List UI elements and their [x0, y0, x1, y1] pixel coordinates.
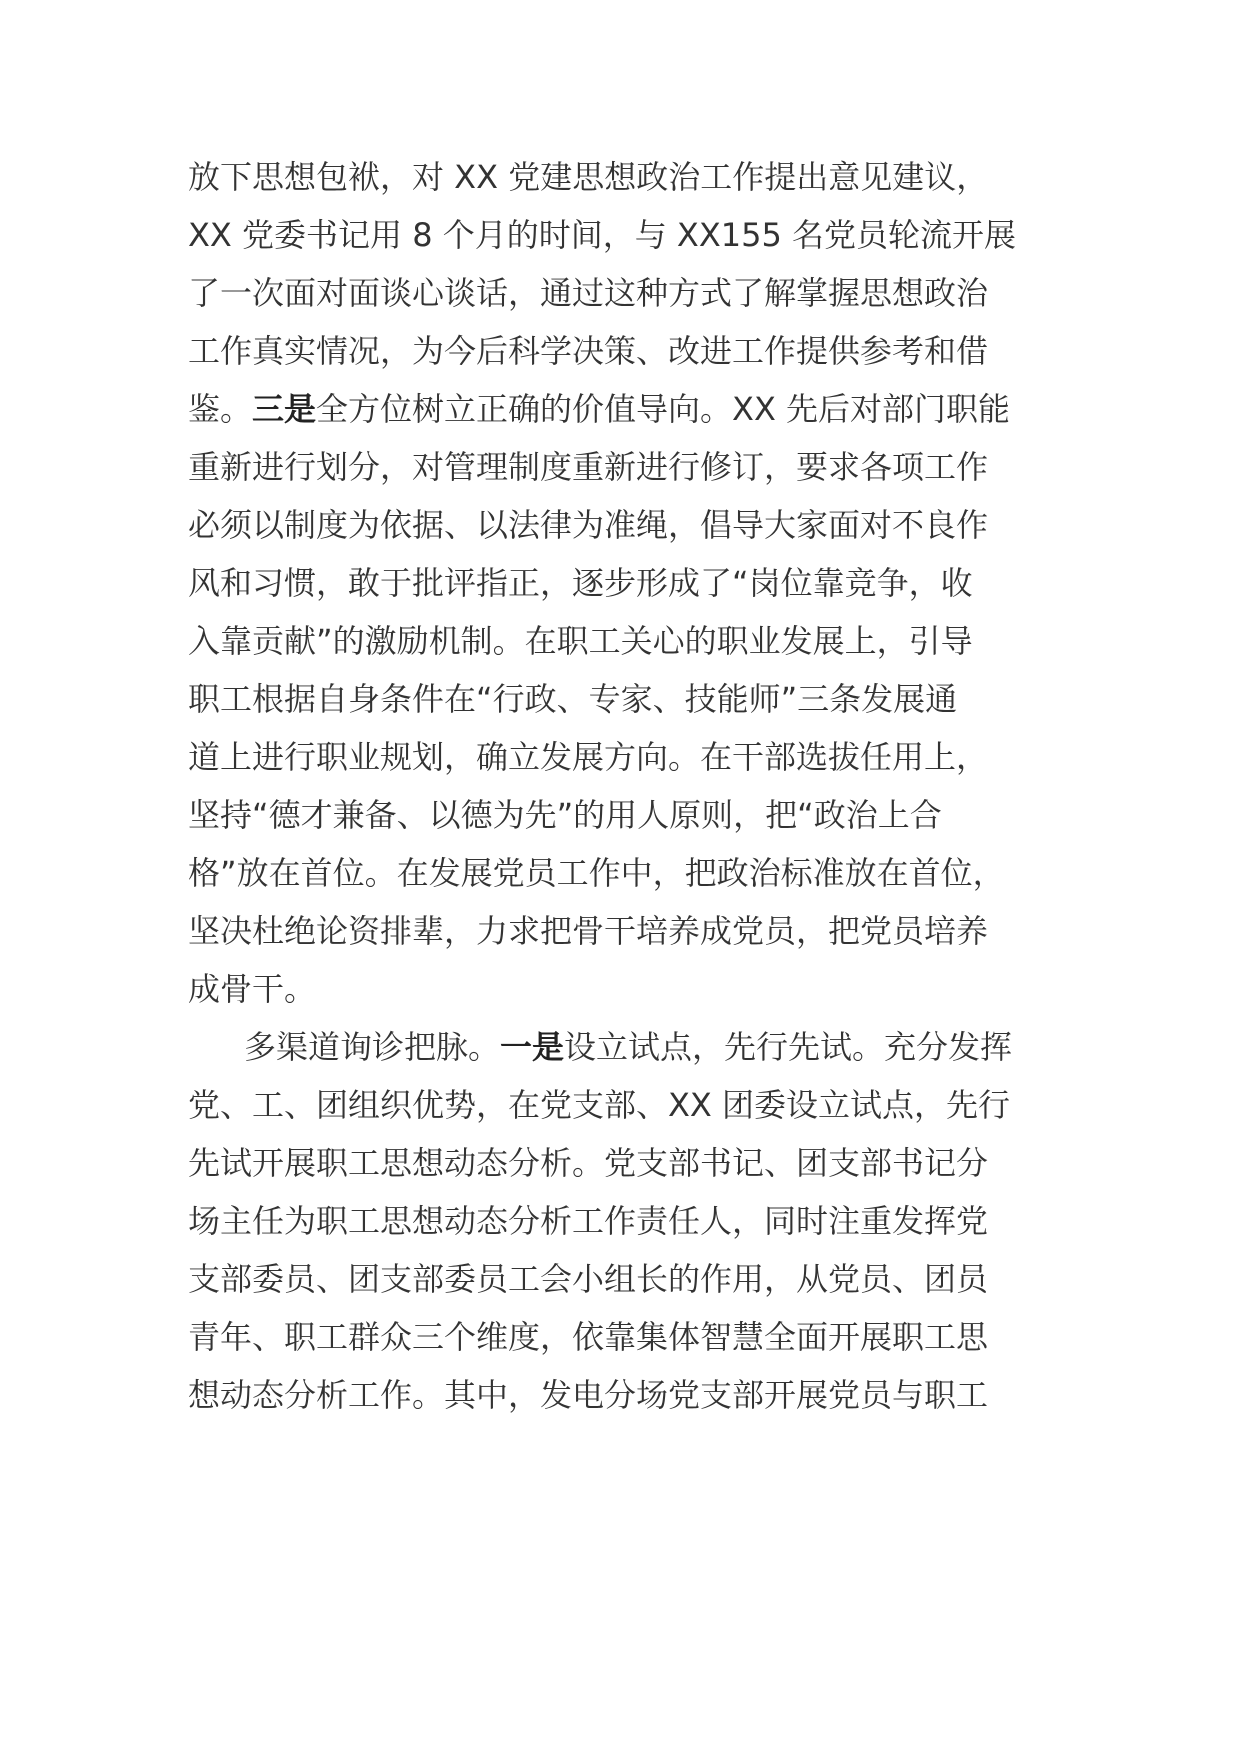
text-line — [244, 1027, 1012, 1067]
text-line — [188, 273, 988, 313]
text-segment: 工作真实情况，为今后科学决策、改进工作提供参考和借 — [188, 332, 989, 370]
text-line — [188, 505, 988, 545]
text-segment: 支部委员、团支部委员工会小组长的作用，从党员、团员 — [188, 1260, 989, 1298]
text-line — [188, 969, 316, 1009]
text-line — [188, 215, 1016, 255]
text-line — [188, 1259, 988, 1299]
text-line — [188, 1201, 988, 1241]
text-line — [188, 679, 957, 719]
text-segment: 设立试点，先行先试。充分发挥 — [564, 1028, 1013, 1066]
text-line — [188, 1085, 1010, 1125]
text-line — [188, 795, 942, 835]
text-line — [188, 389, 1010, 429]
text-segment: 青年、职工群众三个维度，依靠集体智慧全面开展职工思 — [188, 1318, 989, 1356]
text-segment: 场主任为职工思想动态分析工作责任人，同时注重发挥党 — [188, 1202, 989, 1240]
text-line — [188, 1317, 988, 1357]
text-line — [188, 911, 988, 951]
text-segment: 职工根据自身条件在“行政、专家、技能师”三条发展通 — [188, 680, 958, 718]
text-line — [188, 1143, 988, 1183]
text-segment: 入靠贡献”的激励机制。在职工关心的职业发展上，引导 — [188, 622, 973, 660]
text-segment: 坚决杜绝论资排辈，力求把骨干培养成党员，把党员培养 — [188, 912, 989, 950]
text-segment: 道上进行职业规划，确立发展方向。在干部选拔任用上， — [188, 738, 989, 776]
text-segment: 全方位树立正确的价值导向。XX 先后对部门职能 — [316, 390, 1011, 428]
text-line — [188, 331, 988, 371]
text-segment: 鉴。 — [188, 390, 253, 428]
text-segment: 了一次面对面谈心谈话，通过这种方式了解掌握思想政治 — [188, 274, 989, 312]
text-segment: 多渠道询诊把脉。 — [244, 1028, 501, 1066]
bold-text-segment: 一是 — [500, 1028, 565, 1066]
bold-text-segment: 三是 — [252, 390, 317, 428]
text-segment: 坚持“德才兼备、以德为先”的用人原则，把“政治上合 — [188, 796, 942, 834]
text-line — [188, 737, 988, 777]
text-segment: XX 党委书记用 8 个月的时间，与 XX155 名党员轮流开展 — [188, 216, 1016, 254]
text-segment: 放下思想包袱，对 XX 党建思想政治工作提出意见建议， — [188, 158, 989, 196]
text-segment: 风和习惯，敢于批评指正，逐步形成了“岗位靠竞争，收 — [188, 564, 973, 602]
text-segment: 格”放在首位。在发展党员工作中，把政治标准放在首位， — [188, 854, 1005, 892]
text-line — [188, 563, 973, 603]
text-line — [188, 157, 988, 197]
text-line — [188, 621, 973, 661]
text-segment: 重新进行划分，对管理制度重新进行修订，要求各项工作 — [188, 448, 989, 486]
text-segment: 必须以制度为依据、以法律为准绳，倡导大家面对不良作 — [188, 506, 989, 544]
text-line — [188, 447, 988, 487]
text-line — [188, 853, 1005, 893]
text-line — [188, 1375, 988, 1415]
text-segment: 成骨干。 — [188, 970, 317, 1008]
text-segment: 想动态分析工作。其中，发电分场党支部开展党员与职工 — [188, 1376, 989, 1414]
text-segment: 党、工、团组织优势，在党支部、XX 团委设立试点，先行 — [188, 1086, 1011, 1124]
text-segment: 先试开展职工思想动态分析。党支部书记、团支部书记分 — [188, 1144, 989, 1182]
